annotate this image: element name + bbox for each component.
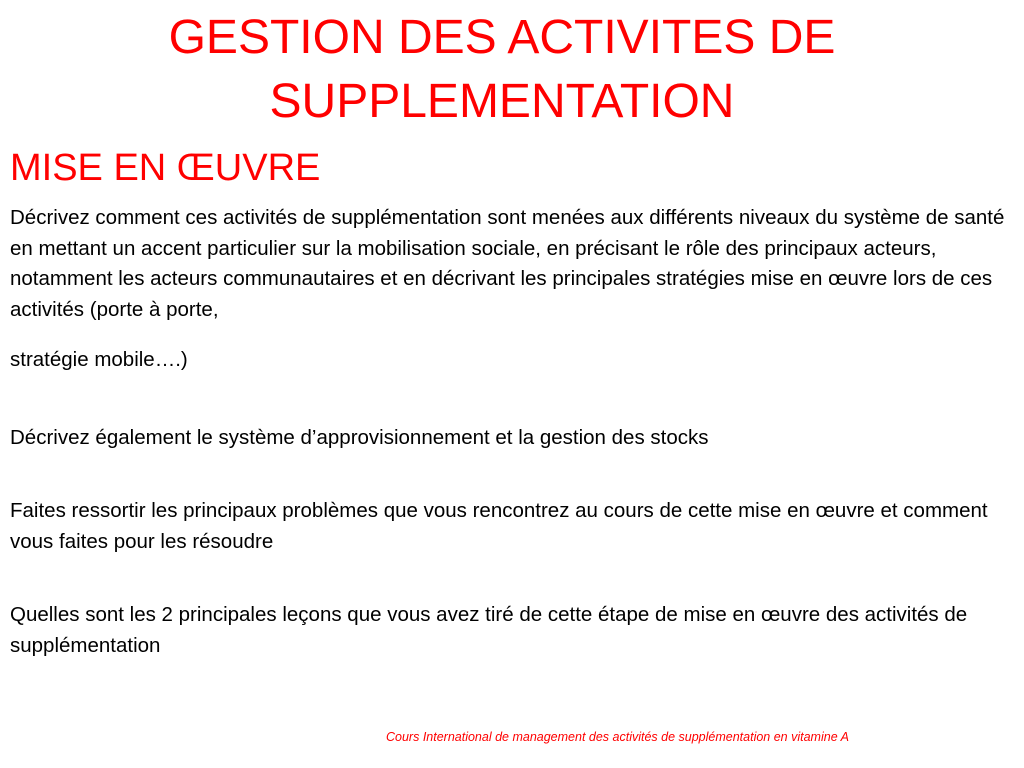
paragraph-implementation-description-end: stratégie mobile….)	[10, 348, 188, 371]
slide-title-line-2: SUPPLEMENTATION	[269, 75, 735, 128]
paragraph-problems: Faites ressortir les principaux problèmes que vous rencontrez au cours de cette mise en œuvre et comment vous faites pour les résoudre	[10, 499, 988, 553]
section-heading: MISE EN ŒUVRE	[10, 147, 321, 189]
paragraph-lessons: Quelles sont les 2 principales leçons que vous avez tiré de cette étape de mise en œuvre des activités de supplémentation	[10, 603, 968, 657]
footer-course-name: Cours International de management des activités de supplémentation en vitamine A	[386, 730, 850, 744]
paragraph-supply-system: Décrivez également le système d’approvisionnement et la gestion des stocks	[10, 426, 709, 449]
slide-title-line-1: GESTION DES ACTIVITES DE	[168, 11, 836, 64]
slide-title	[0, 6, 1004, 134]
paragraph-implementation-description: Décrivez comment ces activités de supplémentation sont menées aux différents niveaux du système de santé en mettant un accent particulier sur la mobilisation sociale, en précisant le rôle des principaux acteurs, notamment les acteurs communautaires et en décrivant les principales stratégies mise en œuvre lors de ces activités (porte à porte,	[10, 206, 1005, 321]
